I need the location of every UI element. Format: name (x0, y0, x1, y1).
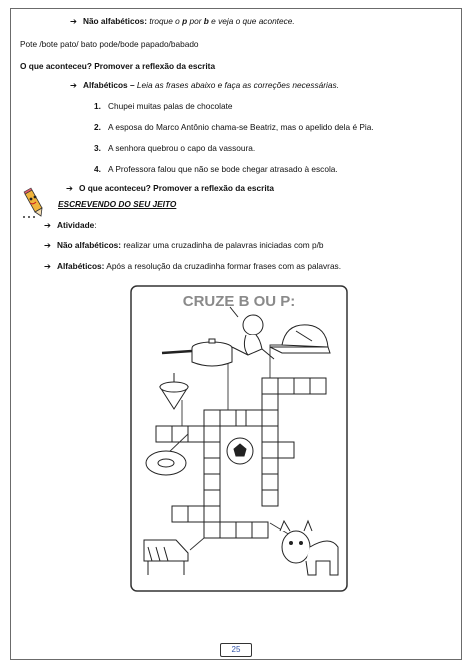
right-arrow-icon: ➔ (44, 240, 51, 250)
page-number: 25 (220, 643, 252, 657)
sentence-item: 2. A esposa do Marco Antônio chama-se Beatriz, mas o apelido dela é Pia. (94, 122, 374, 132)
right-arrow-icon: ➔ (44, 261, 51, 271)
right-arrow-icon: ➔ (70, 80, 77, 90)
sentence-item: 4. A Professora falou que não se bode chegar atrasado à escola. (94, 164, 338, 174)
sentence-item: 1. Chupei muitas palas de chocolate (94, 101, 233, 111)
instruction-alfabeticos: ➔ Alfabéticos – Leia as frases abaixo e faça as correções necessárias. (70, 80, 339, 90)
right-arrow-icon: ➔ (66, 183, 73, 193)
instruction-nao-alfabeticos-2: ➔ Não alfabéticos: realizar uma cruzadinha de palavras iniciadas com p/b (44, 240, 324, 250)
instruction-nao-alfabeticos: ➔ Não alfabéticos: troque o p por b e veja o que acontece. (70, 16, 295, 26)
ball-drawing (227, 438, 253, 464)
word-pairs: Pote /bote pato/ bato pode/bode papado/babado (20, 39, 199, 49)
donut-drawing (146, 451, 186, 475)
instruction-alfabeticos-2: ➔ Alfabéticos: Após a resolução da cruzadinha formar frases com as palavras. (44, 261, 342, 271)
atividade-label: ➔ Atividade: (44, 220, 97, 230)
reflection-question-2: ➔ O que aconteceu? Promover a reflexão da escrita (66, 183, 275, 193)
right-arrow-icon: ➔ (70, 16, 77, 26)
pencil-mascot-icon (18, 186, 52, 220)
sentence-item: 3. A senhora quebrou o capo da vassoura. (94, 143, 256, 153)
section-heading: ESCREVENDO DO SEU JEITO (58, 199, 177, 209)
right-arrow-icon: ➔ (44, 220, 51, 230)
reflection-question-1: O que aconteceu? Promover a reflexão da escrita (20, 61, 216, 71)
puzzle-title: CRUZE B OU P: (182, 293, 296, 310)
crossword-puzzle (130, 285, 348, 592)
